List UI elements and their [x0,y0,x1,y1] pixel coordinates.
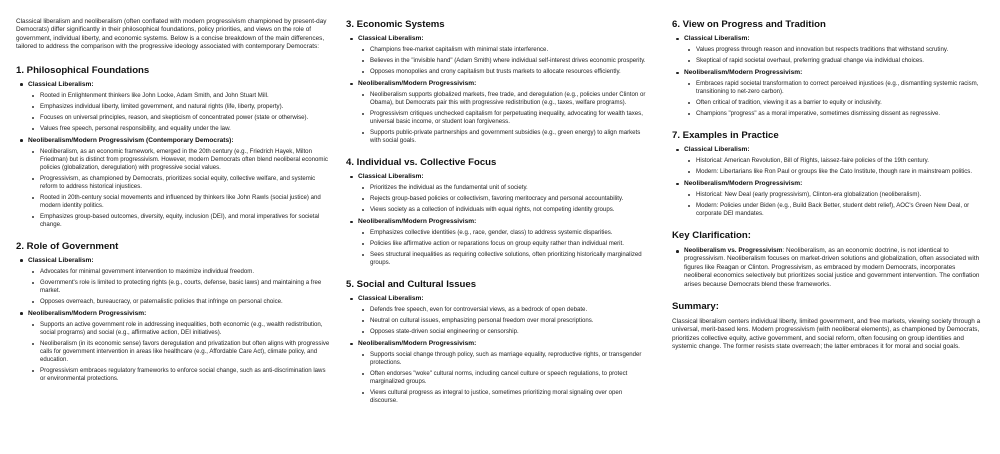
bullet-list [346,351,646,405]
list-item: Focuses on universal principles, reason, and skepticism of concentrated power (state or otherwise). [16,114,332,122]
list-item: Champions free-market capitalism with minimal state interference. [346,46,646,54]
group-label: Classical Liberalism: [346,35,646,43]
list-item: Neutral on cultural issues, emphasizing personal freedom over moral prescriptions. [346,317,646,325]
list-item: Rejects group-based policies or collectivism, favoring meritocracy and personal accountability. [346,195,646,203]
bullet-list [672,80,984,118]
group-label: Neoliberalism/Modern Progressivism: [346,340,646,348]
list-item: Progressivism, as championed by Democrats, prioritizes social equity, collective welfare, and systemic reform to address historical injustices. [16,175,332,191]
list-item: Views cultural progress as integral to justice, sometimes prioritizing moral signaling over open discourse. [346,389,646,405]
group-label: Neoliberalism/Modern Progressivism: [672,180,984,188]
list-item: Opposes state-driven social engineering or censorship. [346,328,646,336]
list-item: Defends free speech, even for controversial views, as a bedrock of open debate. [346,306,646,314]
list-item: Modern: Libertarians like Ron Paul or groups like the Cato Institute, though rare in mainstream politics. [672,168,984,176]
bullet-list [346,184,646,214]
key-clarification-heading: Key Clarification: [672,230,751,241]
list-item: Values free speech, personal responsibility, and equality under the law. [16,125,332,133]
list-item: Embraces rapid societal transformation to correct perceived injustices (e.g., dismantling systemic racism, transitioning to net-zero carbon). [672,80,984,96]
key-clarification-term: Neoliberalism vs. Progressivism [684,247,783,254]
list-item: Prioritizes the individual as the fundamental unit of society. [346,184,646,192]
bullet-list [16,148,332,229]
summary-heading: Summary: [672,301,719,313]
group-label: Classical Liberalism: [16,81,332,89]
list-item: Emphasizes collective identities (e.g., race, gender, class) to address systemic disparities. [346,229,646,237]
list-item: Values progress through reason and innovation but respects traditions that withstand scrutiny. [672,46,984,54]
intro-paragraph: Classical liberalism and neoliberalism (often conflated with modern progressivism championed by present-day Democrats) differ significantly in their philosophical foundations, policy priorities, and views on the role of government, individual liberty, and economic systems. Below is a concise breakdown of the main differences, tailored to address the comparison with the progressive ideology associated with contemporary Democrats: [16,18,327,51]
list-item: Emphasizes individual liberty, limited government, and natural rights (life, liberty, property). [16,103,332,111]
group-label: Classical Liberalism: [346,173,646,181]
bullet-list [346,46,646,76]
group-label: Neoliberalism/Modern Progressivism: [16,310,332,318]
bullet-list [346,91,646,145]
list-item: Historical: New Deal (early progressivism), Clinton-era globalization (neoliberalism). [672,191,984,199]
section-heading: 6. View on Progress and Tradition [672,19,826,30]
column-middle [346,0,646,405]
group-label: Classical Liberalism: [16,257,332,265]
bullet-list [346,306,646,336]
group-label: Classical Liberalism: [672,35,984,43]
list-item: Progressivism embraces regulatory frameworks to enforce social change, such as anti-discrimination laws or environmental protections. [16,367,332,383]
list-item: Supports an active government role in addressing inequalities, both economic (e.g., wealth redistribution, social programs) and social (e.g., affirmative action, DEI initiatives). [16,321,332,337]
bullet-list [672,46,984,65]
section-heading: 3. Economic Systems [346,19,445,30]
list-item: Modern: Policies under Biden (e.g., Build Back Better, student debt relief), AOC's Green New Deal, or corporate DEI mandates. [672,202,984,218]
list-item: Believes in the "invisible hand" (Adam Smith) where individual self-interest drives economic prosperity. [346,57,646,65]
group-label: Classical Liberalism: [672,146,984,154]
section-heading: 7. Examples in Practice [672,130,779,141]
list-item: Emphasizes group-based outcomes, diversity, equity, inclusion (DEI), and moral imperatives for societal change. [16,213,332,229]
list-item: Often endorses "woke" cultural norms, including cancel culture or speech regulations, to protect marginalized groups. [346,370,646,386]
key-clarification-item [672,247,984,289]
column-right [672,0,984,352]
section-heading: 4. Individual vs. Collective Focus [346,157,497,168]
summary-paragraph: Classical liberalism centers individual liberty, limited government, and free markets, viewing society through a universal, merit-based lens. Modern progressivism (with neoliberal elements), as championed by Democrats, prioritizes collective equity, active government, and social reform, often focusing on group identities and systemic change. The former resists state overreach; the latter embraces it for moral and social goals. [672,318,981,351]
section-heading: 2. Role of Government [16,240,119,252]
section-heading: 5. Social and Cultural Issues [346,279,477,290]
list-item: Rooted in Enlightenment thinkers like John Locke, Adam Smith, and John Stuart Mill. [16,92,332,100]
list-item: Historical: American Revolution, Bill of Rights, laissez-faire policies of the 19th century. [672,157,984,165]
list-item: Often critical of tradition, viewing it as a barrier to equity or inclusivity. [672,99,984,107]
list-item: Champions "progress" as a moral imperative, sometimes dismissing dissent as regressive. [672,110,984,118]
list-item: Opposes monopolies and crony capitalism but trusts markets to allocate resources efficiently. [346,68,646,76]
group-label: Neoliberalism/Modern Progressivism: [346,80,646,88]
list-item: Government's role is limited to protecting rights (e.g., courts, defense, basic laws) and maintaining a free market. [16,279,332,295]
bullet-list [16,321,332,383]
list-item: Neoliberalism supports globalized markets, free trade, and deregulation (e.g., policies under Clinton or Obama), but Democrats pair this with progressive redistribution (e.g., taxes, welfare programs). [346,91,646,107]
list-item: Supports public-private partnerships and government subsidies (e.g., green energy) to align markets with social goals. [346,129,646,145]
key-clarification-text: : Neoliberalism, as an economic doctrine, is not identical to progressivism. Neoliberalism focuses on market-driven solutions and globalization, often associated with figures like Reagan or Clinton. Progressivism, as embraced by modern Democrats, incorporates neoliberal economics selectively but prioritizes social justice and government intervention. The conflation arises because Democrats blend these frameworks. [684,247,980,288]
list-item: Rooted in 20th-century social movements and influenced by thinkers like John Rawls (social justice) and modern identity politics. [16,194,332,210]
bullet-list [346,229,646,267]
bullet-list [672,191,984,218]
list-item: Supports social change through policy, such as marriage equality, reproductive rights, or transgender protections. [346,351,646,367]
group-label: Neoliberalism/Modern Progressivism: [346,218,646,226]
section-heading: 1. Philosophical Foundations [16,64,150,76]
bullet-list [16,268,332,306]
group-label: Classical Liberalism: [346,295,646,303]
list-item: Policies like affirmative action or reparations focus on group equity rather than individual merit. [346,240,646,248]
list-item: Skeptical of rapid societal overhaul, preferring gradual change via individual choices. [672,57,984,65]
list-item: Progressivism critiques unchecked capitalism for perpetuating inequality, advocating for wealth taxes, universal basic income, or student loan forgiveness. [346,110,646,126]
group-label: Neoliberalism/Modern Progressivism: [672,69,984,77]
list-item: Neoliberalism, as an economic framework, emerged in the 20th century (e.g., Friedrich Hayek, Milton Friedman) but is distinct from progressivism. However, modern Democrats often blend neoliberal economic policies (globalization, deregulation) with progressive social values. [16,148,332,172]
list-item: Sees structural inequalities as requiring collective solutions, often prioritizing historically marginalized groups. [346,251,646,267]
list-item: Neoliberalism (in its economic sense) favors deregulation and privatization but often aligns with progressive calls for government intervention in areas like healthcare (e.g., Affordable Care Act), climate policy, and education. [16,340,332,364]
group-label: Neoliberalism/Modern Progressivism (Contemporary Democrats): [16,137,332,145]
bullet-list [672,157,984,176]
list-item: Views society as a collection of individuals with equal rights, not competing identity groups. [346,206,646,214]
list-item: Advocates for minimal government intervention to maximize individual freedom. [16,268,332,276]
column-left [16,0,332,383]
bullet-list [16,92,332,133]
list-item: Opposes overreach, bureaucracy, or paternalistic policies that infringe on personal choice. [16,298,332,306]
